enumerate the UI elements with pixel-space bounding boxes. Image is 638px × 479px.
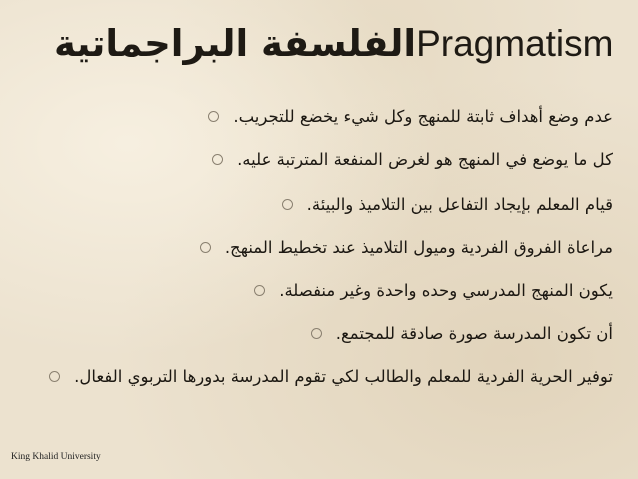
bullet-item: [208, 105, 613, 127]
bullet-item: [254, 279, 613, 301]
footer-university: King Khalid University: [11, 452, 101, 462]
circle-bullet-icon: [212, 154, 223, 165]
bullet-text: كل ما يوضع في المنهج هو لغرض المنفعة المترتبة عليه.: [237, 149, 613, 169]
bullet-text: مراعاة الفروق الفردية وميول التلاميذ عند تخطيط المنهج.: [224, 237, 613, 257]
circle-bullet-icon: [200, 242, 211, 253]
circle-bullet-icon: [49, 371, 60, 382]
bullet-item: [49, 365, 613, 387]
bullet-text: يكون المنهج المدرسي وحده واحدة وغير منفصلة.: [279, 280, 613, 300]
bullet-text: توفير الحرية الفردية للمعلم والطالب لكي تقوم المدرسة بدورها التربوي الفعال.: [74, 366, 613, 386]
circle-bullet-icon: [311, 328, 322, 339]
bullet-text: قيام المعلم بإيجاد التفاعل بين التلاميذ والبيئة.: [306, 194, 613, 214]
bullet-text: عدم وضع أهداف ثابتة للمنهج وكل شيء يخضع للتجريب.: [233, 106, 613, 126]
bullet-item: [212, 148, 613, 170]
bullet-item: [282, 193, 613, 215]
bullet-text: أن تكون المدرسة صورة صادقة للمجتمع.: [335, 323, 613, 343]
title-arabic: الفلسفة البراجماتية: [54, 22, 417, 65]
circle-bullet-icon: [282, 199, 293, 210]
circle-bullet-icon: [208, 111, 219, 122]
bullet-item: [311, 322, 613, 344]
title-english: Pragmatism: [416, 23, 614, 64]
circle-bullet-icon: [254, 285, 265, 296]
bullet-item: [200, 236, 613, 258]
